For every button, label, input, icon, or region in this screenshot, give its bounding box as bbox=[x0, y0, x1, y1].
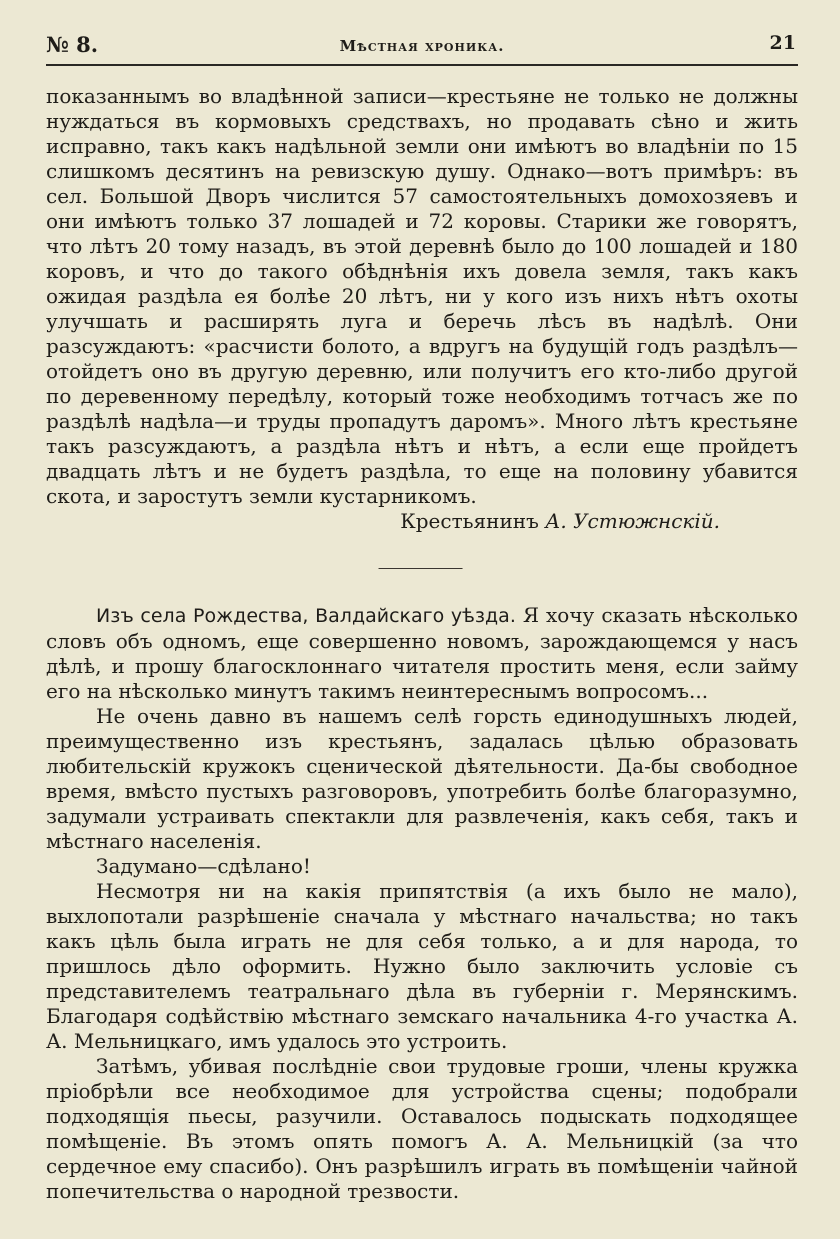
page-number: 21 bbox=[769, 32, 796, 54]
signature-author: А. Устюжнскій. bbox=[545, 509, 720, 533]
article2-paragraph-2: Не очень давно въ нашемъ селѣ горсть единодушныхъ людей, преимущественно изъ крестьянъ, задалась цѣлью образовать любительскій кружокъ сценической дѣятельности. Да-бы свободное время, вмѣсто пустыхъ разговоровъ, употребить болѣе благоразумно, задумали устраивать спектакли для развлеченія, какъ себя, такъ и мѣстнаго населенія. bbox=[46, 704, 798, 853]
page-header bbox=[46, 30, 798, 66]
section-divider bbox=[378, 560, 465, 569]
article1-paragraph: показаннымъ во владѣнной записи—крестьяне не только не должны нуждаться въ кормовыхъ средствахъ, но продавать сѣно и жить исправно, такъ какъ надѣльной земли они имѣютъ во владѣніи по 15 слишкомъ десятинъ на ревизскую душу. Однако—вотъ примѣръ: въ сел. Большой Дворъ числится 57 самостоятельныхъ домохозяевъ и они имѣютъ только 37 лошадей и 72 коровы. Старики же говорятъ, что лѣтъ 20 тому назадъ, въ этой деревнѣ было до 100 лошадей и 180 коровъ, и что до такого обѣднѣнія ихъ довела земля, такъ какъ ожидая раздѣла ея болѣе 20 лѣтъ, ни у кого изъ нихъ нѣтъ охоты улучшать и расширять луга и беречь лѣсъ въ надѣлѣ. Они разсуждаютъ: «расчисти болото, а вдругъ на будущій годъ раздѣлъ—отойдетъ оно въ другую деревню, или получитъ его кто-либо другой по деревенному передѣлу, который тоже необходимъ тотчасъ же по раздѣлѣ надѣла—и труды пропадутъ даромъ». Много лѣтъ крестьяне такъ разсуждаютъ, а раздѣла нѣтъ и нѣтъ, а если еще пройдетъ двадцать лѣтъ и не будетъ раздѣла, то еще на половину убавится скота, и заростутъ земли кустарникомъ. bbox=[46, 84, 798, 508]
signature-prefix: Крестьянинъ bbox=[400, 509, 546, 533]
issue-number: № 8. bbox=[46, 32, 99, 57]
article2-intro-text: Я хочу сказать нѣсколько словъ объ одномъ, еще совершенно новомъ, зарождающемся у насъ дѣлѣ, и прошу благосклоннаго читателя простить меня, если займу его на нѣсколько минутъ такимъ неинтереснымъ вопросомъ... bbox=[46, 603, 798, 703]
page-body bbox=[46, 84, 798, 1204]
article2-paragraph-3: Задумано—сдѣлано! bbox=[96, 854, 311, 878]
article2-place: Изъ села Рождества, Валдайскаго уѣзда. bbox=[96, 605, 516, 627]
article2-paragraph-4: Несмотря ни на какія припятствія (а ихъ было не мало), выхлопотали разрѣшеніе сначала у мѣстнаго начальства; но такъ какъ цѣль была играть не для себя только, а и для народа, то пришлось дѣло оформить. Нужно было заключить условіе съ представителемъ театральнаго дѣла въ губерніи г. Мерянскимъ. Благодаря содѣйствію мѣстнаго земскаго начальника 4-го участка А. А. Мельницкаго, имъ удалось это устроить. bbox=[46, 879, 798, 1053]
article2-intro bbox=[46, 603, 798, 704]
article1-signature bbox=[46, 509, 798, 534]
section-title: Мѣстная хроника. bbox=[339, 37, 505, 55]
article2-paragraph-5: Затѣмъ, убивая послѣдніе свои трудовые гроши, члены кружка пріобрѣли все необходимое для устройства сцены; подобрали подходящія пьесы, разучили. Оставалось подыскать подходящее помѣщеніе. Въ этомъ опять помогъ А. А. Мельницкій (за что сердечное ему спасибо). Онъ разрѣшилъ играть въ помѣщеніи чайной попечительства о народной трезвости. bbox=[46, 1054, 798, 1203]
